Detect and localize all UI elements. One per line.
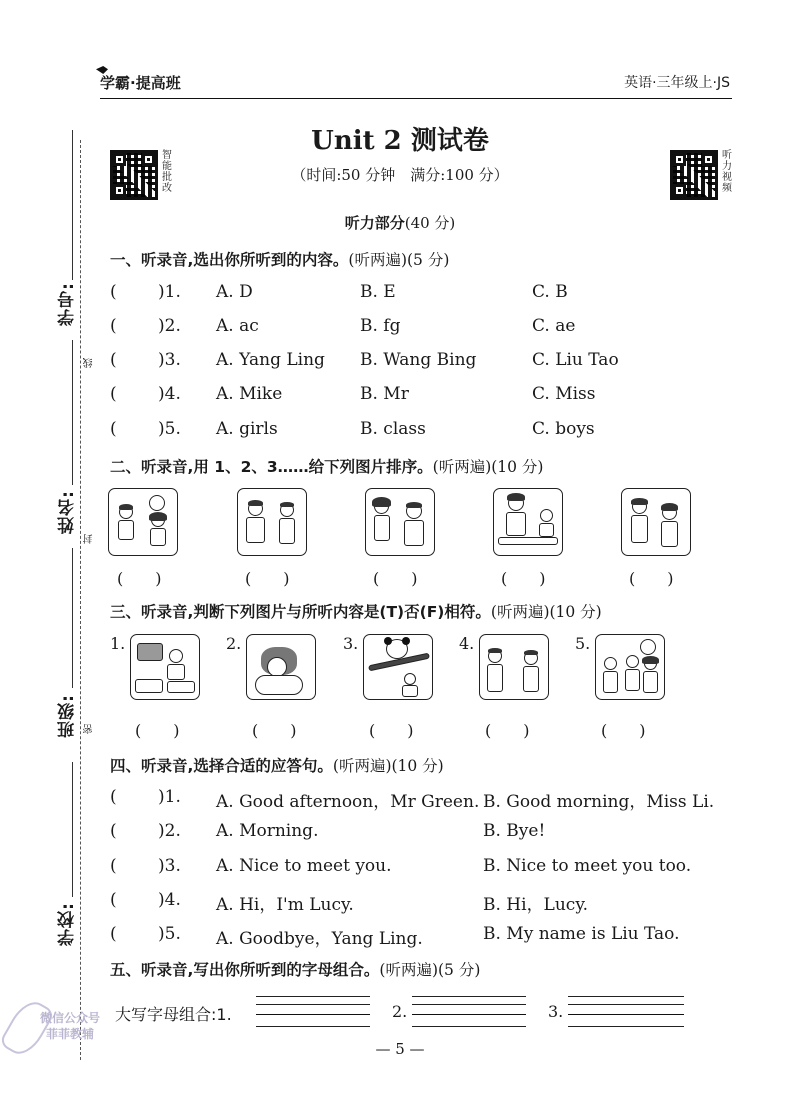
option-c[interactable]: C. ae [532,316,576,336]
option-b[interactable]: B. Hi，Lucy. [483,895,589,915]
option-b[interactable]: B. Good morning，Miss Li. [483,792,715,812]
writing-line [568,996,684,997]
school-line [72,762,73,897]
clock-icon [149,495,165,511]
picture-kid-waving [621,488,691,556]
page-number: — 5 — [375,1040,425,1058]
picture-two-kids-greeting [237,488,307,556]
writing-baseline[interactable] [412,1014,526,1015]
option-a[interactable]: A. D [216,282,253,302]
answer-blank[interactable]: ( ) [245,569,290,588]
answer-blank[interactable]: ( ) [501,569,546,588]
option-b[interactable]: B. class [360,419,426,439]
clock-icon [640,639,656,655]
writing-line [568,1004,684,1005]
name-line [72,340,73,485]
section-4-heading: 四、听录音,选择合适的应答句。(听两遍)(10 分) [110,757,444,775]
option-a[interactable]: A. girls [216,419,278,439]
picture-number: 4. [459,634,475,653]
option-b[interactable]: B. My name is Liu Tao. [483,924,680,944]
writing-number: 2. [392,1002,408,1021]
binding-dashed-line [80,140,81,1060]
exam-info: （时间:50 分钟 满分:100 分） [291,166,509,184]
listening-part-heading [0,212,800,233]
header-rule [100,98,732,99]
writing-line [256,1026,370,1027]
subject-label: 英语·三年级上·JS [624,75,730,91]
option-b[interactable]: B. Bye! [483,821,546,841]
option-b[interactable]: B. Wang Bing [360,350,477,370]
writing-line [256,1004,370,1005]
option-a[interactable]: A. Mike [216,384,283,404]
writing-line [412,1004,526,1005]
listening-part-label: 听力部分 [344,214,405,232]
writing-baseline[interactable] [568,1014,684,1015]
picture-classroom [130,634,200,700]
picture-sleeping-kid [246,634,316,700]
qr-right-label: 听力视频 [722,150,732,194]
picture-kids-with-clock [595,634,665,700]
writing-number: 3. [548,1002,564,1021]
section-3-heading: 三、听录音,判断下列图片与所听内容是(T)否(F)相符。(听两遍)(10 分) [110,603,602,621]
option-a[interactable]: A. Nice to meet you. [216,856,392,876]
page-title: Unit 2 测试卷 [311,126,489,156]
option-c[interactable]: C. Liu Tao [532,350,619,370]
picture-number: 1. [110,634,126,653]
answer-blank[interactable]: ( ) [373,569,418,588]
answer-blank[interactable]: ( ) [485,721,530,740]
option-c[interactable]: C. Miss [532,384,596,404]
watermark: 微信公众号 菲菲教辅 [40,1011,101,1041]
binding-mark-line: 线 [84,358,95,368]
student-id-label: 学号: [58,282,78,326]
option-a[interactable]: A. ac [216,316,259,336]
brand-name: 学霸·提高班 [100,74,181,92]
option-b[interactable]: B. Mr [360,384,409,404]
writing-line [412,996,526,997]
option-b[interactable]: B. fg [360,316,401,336]
listening-part-points: (40 分) [404,214,456,232]
option-a[interactable]: A. Good afternoon，Mr Green. [216,792,480,812]
picture-two-boys [479,634,549,700]
qr-code-icon[interactable] [670,150,718,200]
uppercase-combo-label: 大写字母组合:1. [115,1005,232,1024]
picture-number: 3. [343,634,359,653]
binding-mark-seal: 封 [84,534,95,544]
answer-blank[interactable]: ( ) [117,569,162,588]
qr-code-icon[interactable] [110,150,158,200]
answer-blank[interactable]: ( ) [629,569,674,588]
answer-blank[interactable]: ( ) [135,721,180,740]
binding-mark-fold: 密 [84,724,95,734]
answer-blank[interactable]: ( ) [252,721,297,740]
class-line [72,548,73,688]
writing-line [412,1026,526,1027]
picture-number: 2. [226,634,242,653]
picture-panda [363,634,433,700]
picture-kids-with-clock [108,488,178,556]
option-a[interactable]: A. Hi，I'm Lucy. [216,895,354,915]
option-a[interactable]: A. Morning. [216,821,319,841]
writing-line [568,1026,684,1027]
name-label: 姓名: [58,490,78,534]
class-label: 班级: [58,694,78,738]
option-c[interactable]: C. boys [532,419,595,439]
writing-baseline[interactable] [256,1014,370,1015]
option-b[interactable]: B. E [360,282,396,302]
option-a[interactable]: A. Yang Ling [216,350,325,370]
section-2-heading: 二、听录音,用 1、2、3……给下列图片排序。(听两遍)(10 分) [110,458,544,476]
section-1-heading: 一、听录音,选出你所听到的内容。(听两遍)(5 分) [110,251,450,269]
qr-left-label: 智能批改 [162,150,172,194]
writing-line [256,996,370,997]
answer-blank[interactable]: ( ) [601,721,646,740]
school-label: 学校: [58,902,78,946]
picture-girl-and-boy [365,488,435,556]
answer-blank[interactable]: ( ) [369,721,414,740]
option-a[interactable]: A. Goodbye，Yang Ling. [216,929,423,949]
section-5-heading: 五、听录音,写出你所听到的字母组合。(听两遍)(5 分) [110,961,481,979]
picture-number: 5. [575,634,591,653]
option-c[interactable]: C. B [532,282,568,302]
picture-teacher-and-kid [493,488,563,556]
option-b[interactable]: B. Nice to meet you too. [483,856,692,876]
